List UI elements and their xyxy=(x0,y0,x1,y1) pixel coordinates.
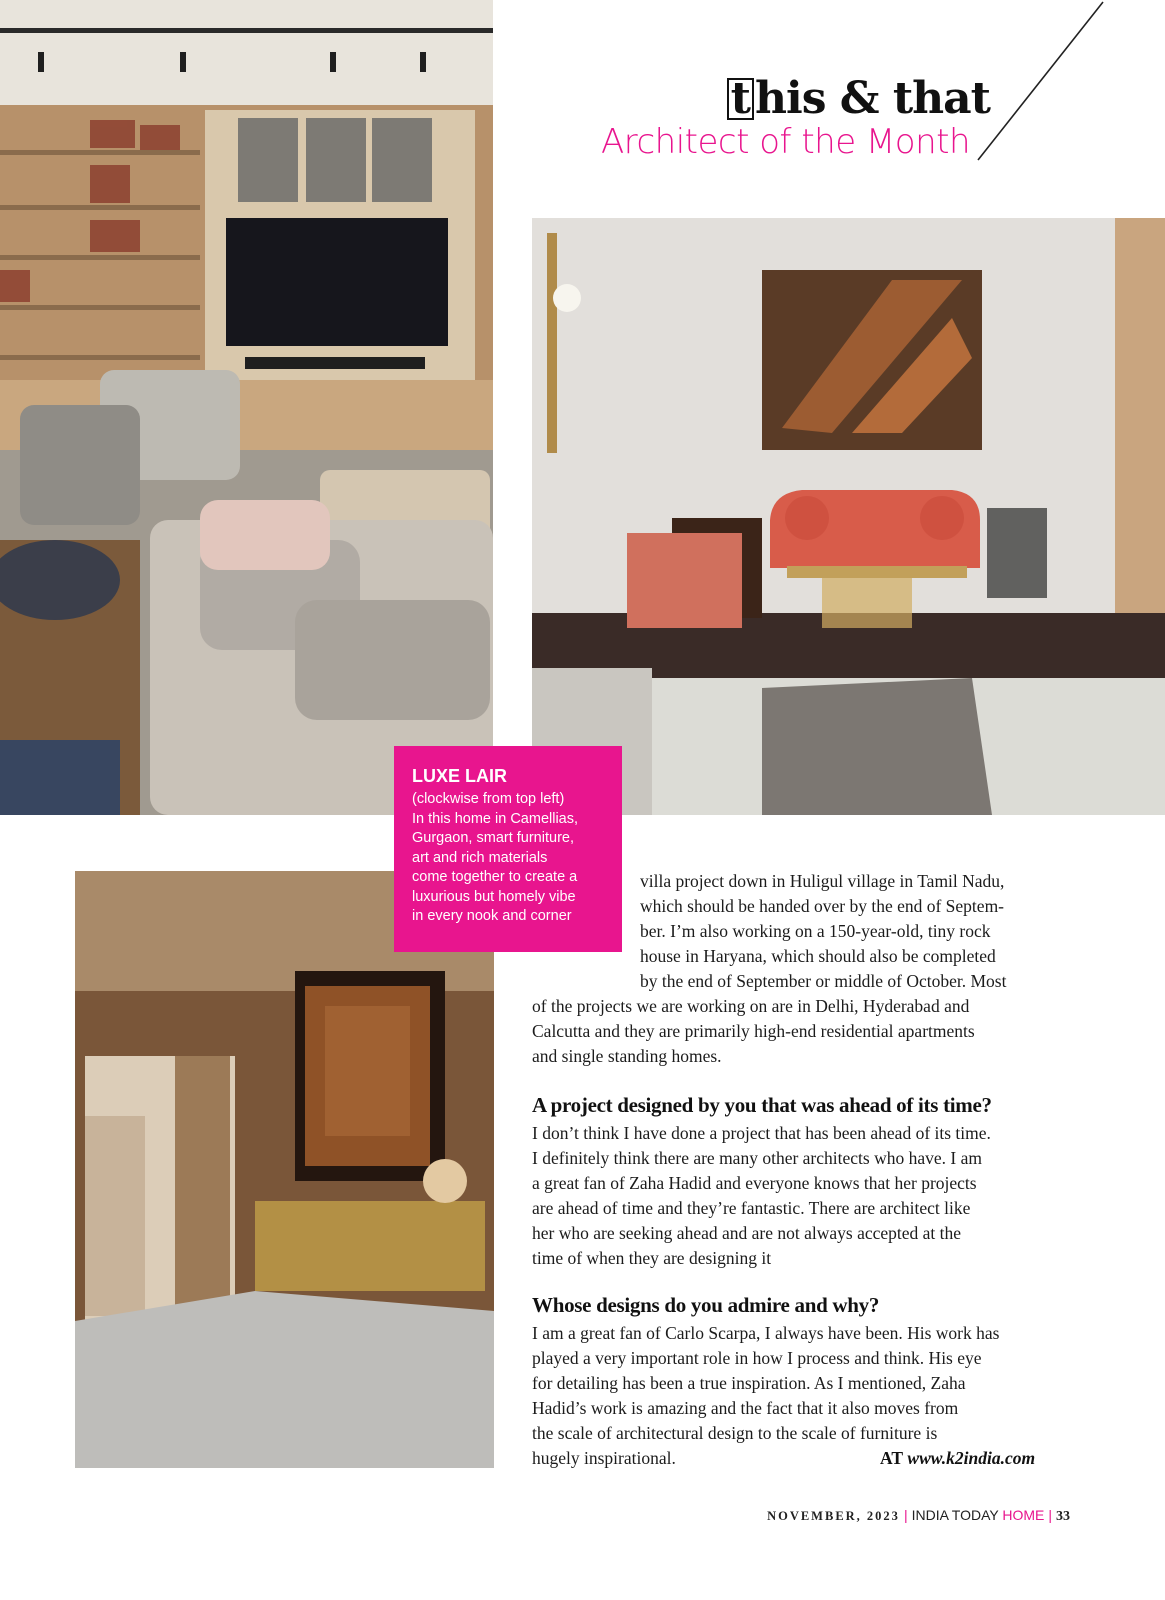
text-line: which should be handed over by the end of Septem- xyxy=(640,896,1005,916)
footer-divider: | xyxy=(903,1507,908,1523)
text-line: and single standing homes. xyxy=(532,1046,722,1066)
text-line: Hadid’s work is amazing and the fact that it also moves from xyxy=(532,1398,959,1418)
section-subtitle: Architect of the Month xyxy=(600,122,970,162)
section-title-text: his & that xyxy=(755,73,990,124)
text-line: of the projects we are working on are in Delhi, Hyderabad and xyxy=(532,996,970,1016)
page-number: 33 xyxy=(1056,1509,1070,1524)
intro-paragraph xyxy=(532,869,1062,1069)
section-title-boxed-letter: t xyxy=(727,78,754,120)
text-line: by the end of September or middle of October. Most xyxy=(640,971,1007,991)
magazine-name-accent: HOME xyxy=(1002,1507,1045,1523)
caption-line: Gurgaon, smart furniture, xyxy=(412,830,574,846)
caption-line: (clockwise from top left) xyxy=(412,791,565,807)
text-line: are ahead of time and they’re fantastic. There are architect like xyxy=(532,1198,971,1218)
issue-date: NOVEMBER, 2023 xyxy=(767,1509,900,1523)
text-line: a great fan of Zaha Hadid and everyone knows that her projects xyxy=(532,1173,977,1193)
decorative-slash xyxy=(970,0,1110,165)
text-line: time of when they are designing it xyxy=(532,1248,772,1268)
text-line: ber. I’m also working on a 150-year-old, tiny rock xyxy=(640,921,991,941)
section-title xyxy=(700,74,990,124)
text-line: house in Haryana, which should also be completed xyxy=(640,946,996,966)
text-line: hugely inspirational. xyxy=(532,1448,676,1468)
page-footer xyxy=(600,1505,1070,1527)
photo-bedroom xyxy=(532,218,1165,815)
caption-line: come together to create a xyxy=(412,869,578,885)
text-line: Calcutta and they are primarily high-end residential apartments xyxy=(532,1021,975,1041)
text-line: I am a great fan of Carlo Scarpa, I always have been. His work has xyxy=(532,1323,1000,1343)
footer-divider: | xyxy=(1048,1507,1052,1523)
question-heading: A project designed by you that was ahead of its time? xyxy=(532,1093,992,1117)
answer-paragraph xyxy=(532,1121,1062,1271)
caption-line: in every nook and corner xyxy=(412,908,572,924)
text-line: villa project down in Huligul village in Tamil Nadu, xyxy=(640,871,1005,891)
text-line: I definitely think there are many other architects who have. I am xyxy=(532,1148,982,1168)
text-line: I don’t think I have done a project that has been ahead of its time. xyxy=(532,1123,991,1143)
caption-title: LUXE LAIR xyxy=(412,766,508,786)
photo-living-room xyxy=(0,0,493,815)
text-line: the scale of architectural design to the scale of furniture is xyxy=(532,1423,938,1443)
website-credit xyxy=(880,1446,1035,1471)
caption-line: In this home in Camellias, xyxy=(412,810,579,827)
credit-url[interactable]: www.k2india.com xyxy=(907,1448,1036,1468)
text-line: her who are seeking ahead and are not always accepted at the xyxy=(532,1223,962,1243)
text-line: played a very important role in how I process and think. His eye xyxy=(532,1348,982,1368)
caption-line: art and rich materials xyxy=(412,849,548,866)
magazine-name: INDIA TODAY xyxy=(911,1507,999,1523)
photo-foyer xyxy=(75,871,494,1468)
credit-prefix: AT xyxy=(880,1448,904,1468)
question-heading: Whose designs do you admire and why? xyxy=(532,1293,880,1317)
caption-line: luxurious but homely vibe xyxy=(412,888,576,905)
text-line: for detailing has been a true inspiration. As I mentioned, Zaha xyxy=(532,1373,966,1393)
